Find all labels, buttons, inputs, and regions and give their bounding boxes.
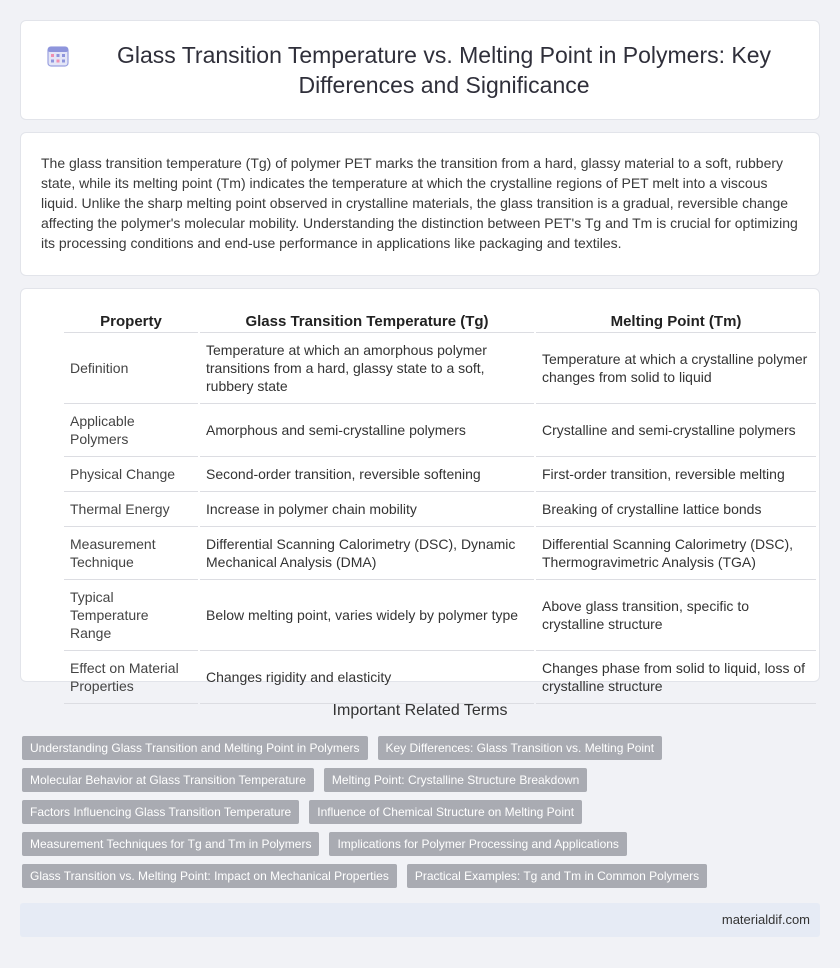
column-header-tm: Melting Point (Tm) [536,309,816,333]
row-property: Applicable Polymers [64,404,198,457]
row-tm-value: First-order transition, reversible melting [536,457,816,492]
intro-section [20,132,820,276]
related-term-link[interactable]: Influence of Chemical Structure on Melting Point [309,800,582,824]
table-row [64,580,816,651]
intro-paragraph: The glass transition temperature (Tg) of polymer PET marks the transition from a hard, glassy material to a soft, rubbery state, while its melting point (Tm) indicates the temperature at which the crystalline regions of PET melt into a viscous liquid. Unlike the sharp melting point observed in crystalline materials, the glass transition is a gradual, reversible change affecting the polymer's molecular mobility. Understanding the distinction between PET's Tg and Tm is crucial for optimizing its processing conditions and end-use performance in applications like packaging and textiles. [41,155,798,251]
row-tm-value: Crystalline and semi-crystalline polymers [536,404,816,457]
table-row [64,492,816,527]
table-header-row [64,309,816,333]
related-term-link[interactable]: Measurement Techniques for Tg and Tm in Polymers [22,832,319,856]
table-row [64,457,816,492]
related-term-link[interactable]: Key Differences: Glass Transition vs. Melting Point [378,736,663,760]
row-tg-value: Below melting point, varies widely by polymer type [200,580,534,651]
related-term-link[interactable]: Practical Examples: Tg and Tm in Common Polymers [407,864,707,888]
row-property: Thermal Energy [64,492,198,527]
related-term-link[interactable]: Glass Transition vs. Melting Point: Impact on Mechanical Properties [22,864,397,888]
row-property: Measurement Technique [64,527,198,580]
related-term-link[interactable]: Melting Point: Crystalline Structure Breakdown [324,768,587,792]
row-tm-value: Temperature at which a crystalline polymer changes from solid to liquid [536,333,816,404]
row-tm-value: Changes phase from solid to liquid, loss of crystalline structure [536,651,816,704]
row-tg-value: Temperature at which an amorphous polymer transitions from a hard, glassy state to a soft, rubbery state [200,333,534,404]
row-tg-value: Differential Scanning Calorimetry (DSC), Dynamic Mechanical Analysis (DMA) [200,527,534,580]
comparison-table-card [20,288,820,694]
page-footer [20,903,820,937]
row-property: Effect on Material Properties [64,651,198,704]
related-terms-list [22,736,722,896]
row-tg-value: Second-order transition, reversible softening [200,457,534,492]
row-property: Physical Change [64,457,198,492]
related-term-link[interactable]: Factors Influencing Glass Transition Temperature [22,800,299,824]
row-tm-value: Above glass transition, specific to crystalline structure [536,580,816,651]
table-row [64,333,816,404]
row-property: Typical Temperature Range [64,580,198,651]
row-property: Definition [64,333,198,404]
related-term-link[interactable]: Implications for Polymer Processing and Applications [329,832,626,856]
related-term-link[interactable]: Molecular Behavior at Glass Transition Temperature [22,768,314,792]
column-header-property: Property [64,309,198,333]
row-tg-value: Changes rigidity and elasticity [200,651,534,704]
table-row [64,651,816,704]
page-header [20,20,820,120]
row-tm-value: Differential Scanning Calorimetry (DSC), Thermogravimetric Analysis (TGA) [536,527,816,580]
table-row [64,404,816,457]
column-header-tg: Glass Transition Temperature (Tg) [200,309,534,333]
row-tg-value: Increase in polymer chain mobility [200,492,534,527]
page-title: Glass Transition Temperature vs. Melting Point in Polymers: Key Differences and Significance [116,42,772,98]
site-credit[interactable]: materialdif.com [721,912,810,927]
related-term-link[interactable]: Understanding Glass Transition and Melting Point in Polymers [22,736,368,760]
comparison-table [62,309,818,704]
calendar-grid-icon [46,44,70,68]
table-row [64,527,816,580]
row-tg-value: Amorphous and semi-crystalline polymers [200,404,534,457]
related-terms-title: Important Related Terms [332,702,508,719]
row-tm-value: Breaking of crystalline lattice bonds [536,492,816,527]
